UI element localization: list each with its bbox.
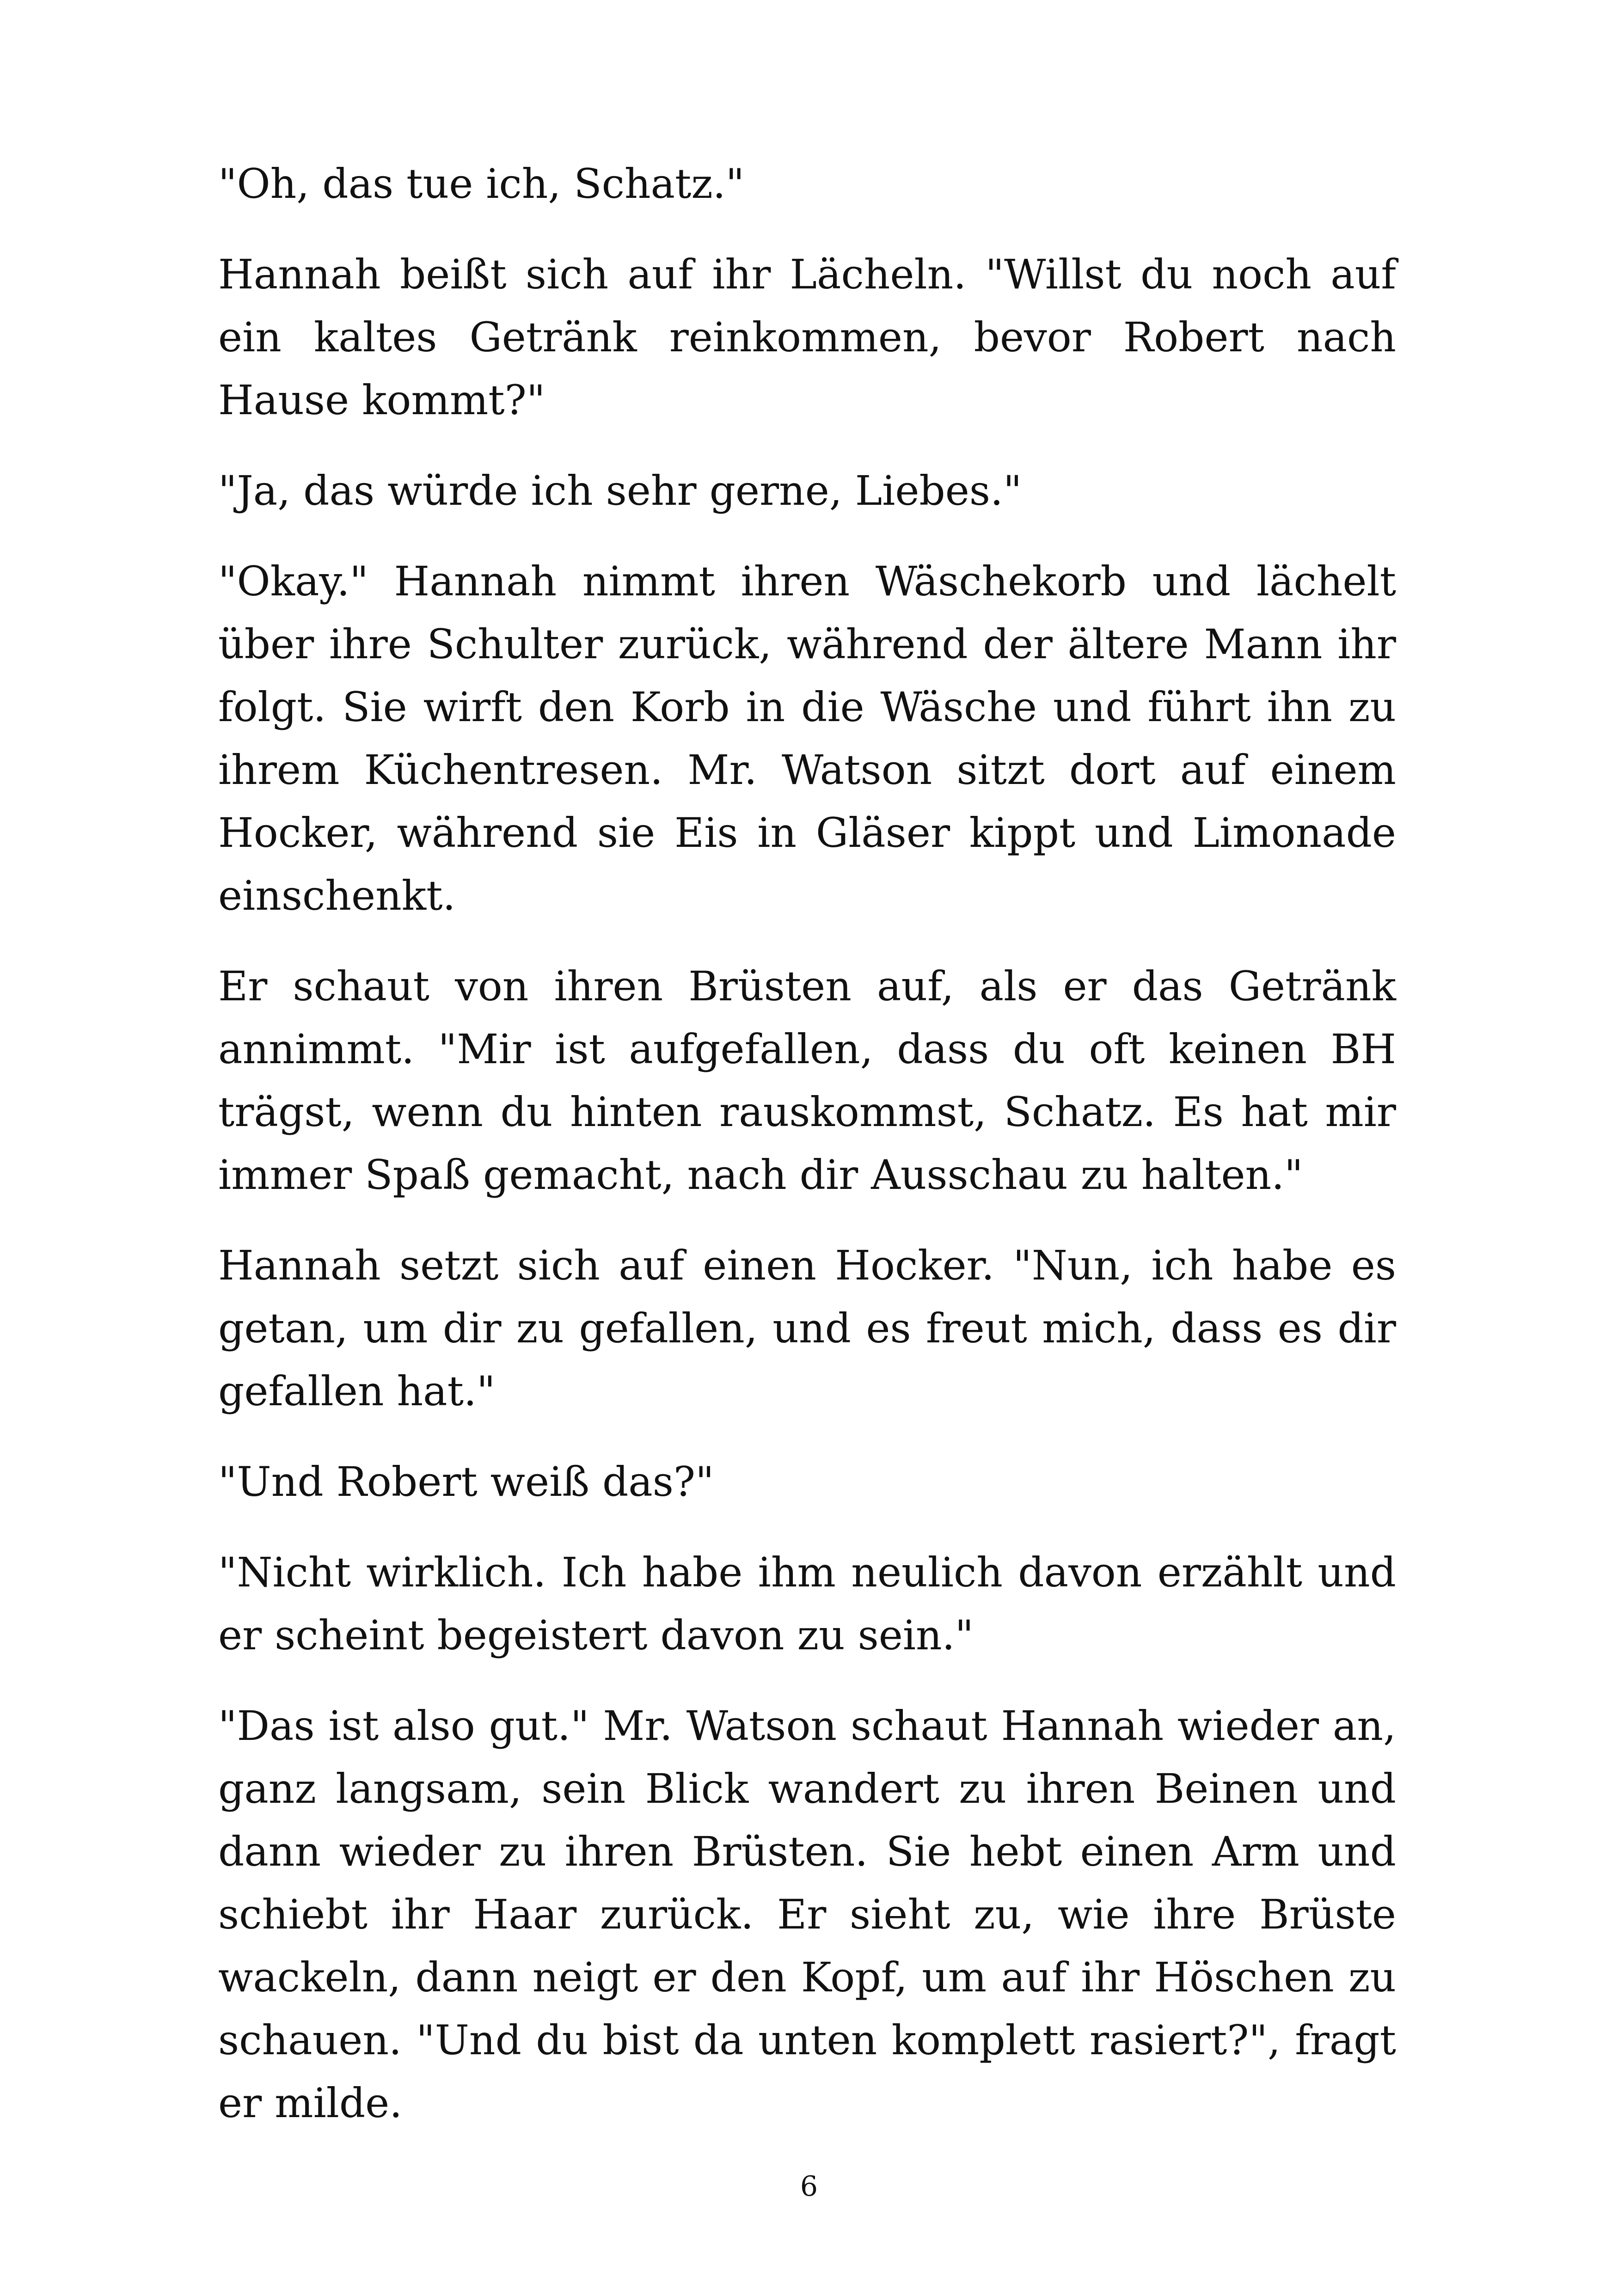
text-body xyxy=(218,153,1396,2162)
paragraph-3: "Ja, das würde ich sehr gerne, Liebes." xyxy=(218,467,1022,514)
paragraph-5: Er schaut von ihren Brüsten auf, als er das Getränk annimmt. "Mir ist aufgefallen, dass du oft keinen BH trägst, wenn du hinten rauskommst, Schatz. Es hat mir immer Spaß gemacht, nach dir Ausschau zu halten." xyxy=(218,962,1396,1199)
paragraph-1: "Oh, das tue ich, Schatz." xyxy=(218,160,745,208)
paragraph-4: "Okay." Hannah nimmt ihren Wäschekorb und lächelt über ihre Schulter zurück, während der ältere Mann ihr folgt. Sie wirft den Korb in die Wäsche und führt ihn zu ihrem Küchentresen. Mr. Watson sitzt dort auf einem Hocker, während sie Eis in Gläser kippt und Limonade einschenkt. xyxy=(218,557,1396,919)
paragraph-7: "Und Robert weiß das?" xyxy=(218,1458,714,1506)
paragraph-8: "Nicht wirklich. Ich habe ihm neulich davon erzählt und er scheint begeistert davon zu sein." xyxy=(218,1549,1396,1659)
page-number: 6 xyxy=(800,2170,818,2203)
paragraph-6: Hannah setzt sich auf einen Hocker. "Nun, ich habe es getan, um dir zu gefallen, und es freut mich, dass es dir gefallen hat." xyxy=(218,1242,1396,1415)
paragraph-2: Hannah beißt sich auf ihr Lächeln. "Willst du noch auf ein kaltes Getränk reinkommen, bevor Robert nach Hause kommt?" xyxy=(218,251,1396,424)
paragraph-9: "Das ist also gut." Mr. Watson schaut Hannah wieder an, ganz langsam, sein Blick wandert zu ihren Beinen und dann wieder zu ihren Brüsten. Sie hebt einen Arm und schiebt ihr Haar zurück. Er sieht zu, wie ihre Brüste wackeln, dann neigt er den Kopf, um auf ihr Höschen zu schauen. "Und du bist da unten komplett rasiert?", fragt er milde. xyxy=(218,1702,1396,2127)
